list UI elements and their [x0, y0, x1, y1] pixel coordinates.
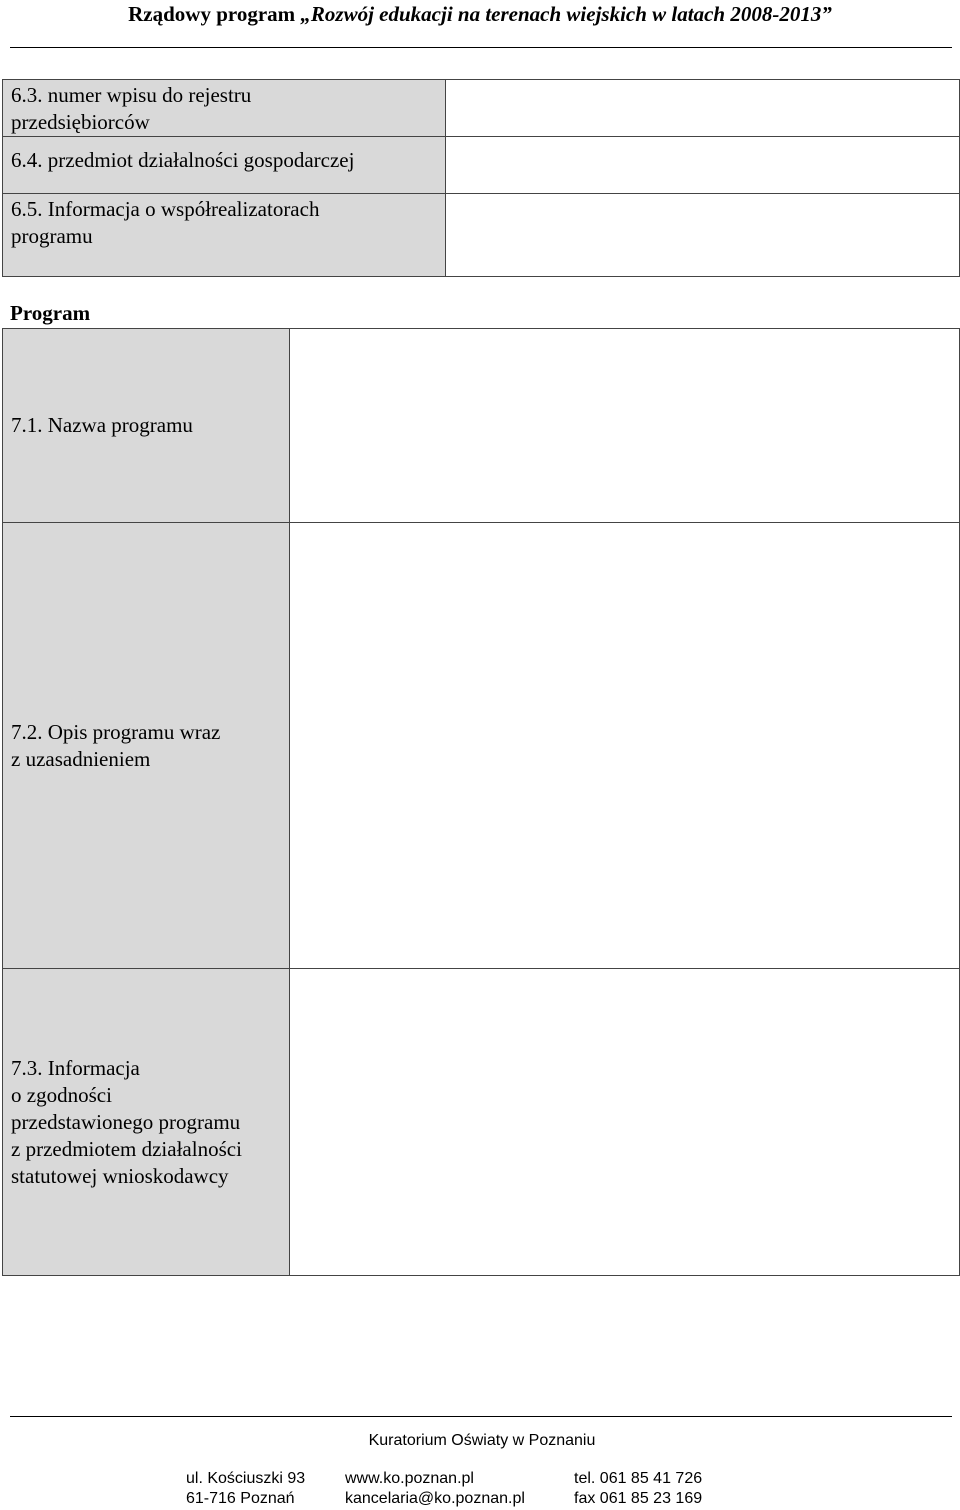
- header-divider: [10, 47, 952, 48]
- field-label: 6.5. Informacja o współrealizatorach programu: [3, 194, 446, 277]
- footer-address: [186, 1469, 305, 1509]
- section-6-table: [2, 79, 960, 277]
- footer-organization: Kuratorium Oświaty w Poznaniu: [368, 1432, 596, 1449]
- footer-contact-online: [345, 1469, 525, 1509]
- field-value-program-name[interactable]: [290, 329, 960, 523]
- table-row: [3, 194, 960, 277]
- footer-address-city: 61-716 Poznań: [186, 1490, 295, 1507]
- field-label: 6.3. numer wpisu do rejestru przedsiębiorców: [3, 80, 446, 137]
- field-label: 6.4. przedmiot działalności gospodarczej: [3, 137, 446, 194]
- header-title-italic: „Rozwój edukacji na terenach wiejskich w latach 2008-2013”: [300, 2, 832, 26]
- table-row: [3, 969, 960, 1276]
- footer-contact-phone: [574, 1469, 702, 1509]
- table-row: [3, 137, 960, 194]
- table-row: [3, 523, 960, 969]
- field-label: 7.2. Opis programu wraz z uzasadnieniem: [3, 523, 290, 969]
- footer-website-link[interactable]: www.ko.poznan.pl: [345, 1470, 474, 1487]
- field-value-co-implementers[interactable]: [446, 194, 960, 277]
- table-row: [3, 80, 960, 137]
- document-header: [0, 2, 960, 27]
- footer-fax: fax 061 85 23 169: [574, 1490, 703, 1507]
- header-title-plain: Rządowy program: [128, 2, 301, 26]
- field-value-compliance-info[interactable]: [290, 969, 960, 1276]
- field-label: 7.1. Nazwa programu: [3, 329, 290, 523]
- footer-divider: [10, 1416, 952, 1417]
- section-7-table: [2, 328, 960, 1276]
- field-value-business-activity[interactable]: [446, 137, 960, 194]
- section-heading-program: Program: [10, 301, 91, 325]
- footer-address-street: ul. Kościuszki 93: [186, 1470, 306, 1487]
- table-row: [3, 329, 960, 523]
- footer-tel: tel. 061 85 41 726: [574, 1470, 703, 1487]
- footer-email-link[interactable]: kancelaria@ko.poznan.pl: [345, 1490, 525, 1507]
- field-value-program-description[interactable]: [290, 523, 960, 969]
- field-label: 7.3. Informacja o zgodności przedstawionego programu z przedmiotem działalności statutowej wnioskodawcy: [3, 969, 290, 1276]
- field-value-registry-number[interactable]: [446, 80, 960, 137]
